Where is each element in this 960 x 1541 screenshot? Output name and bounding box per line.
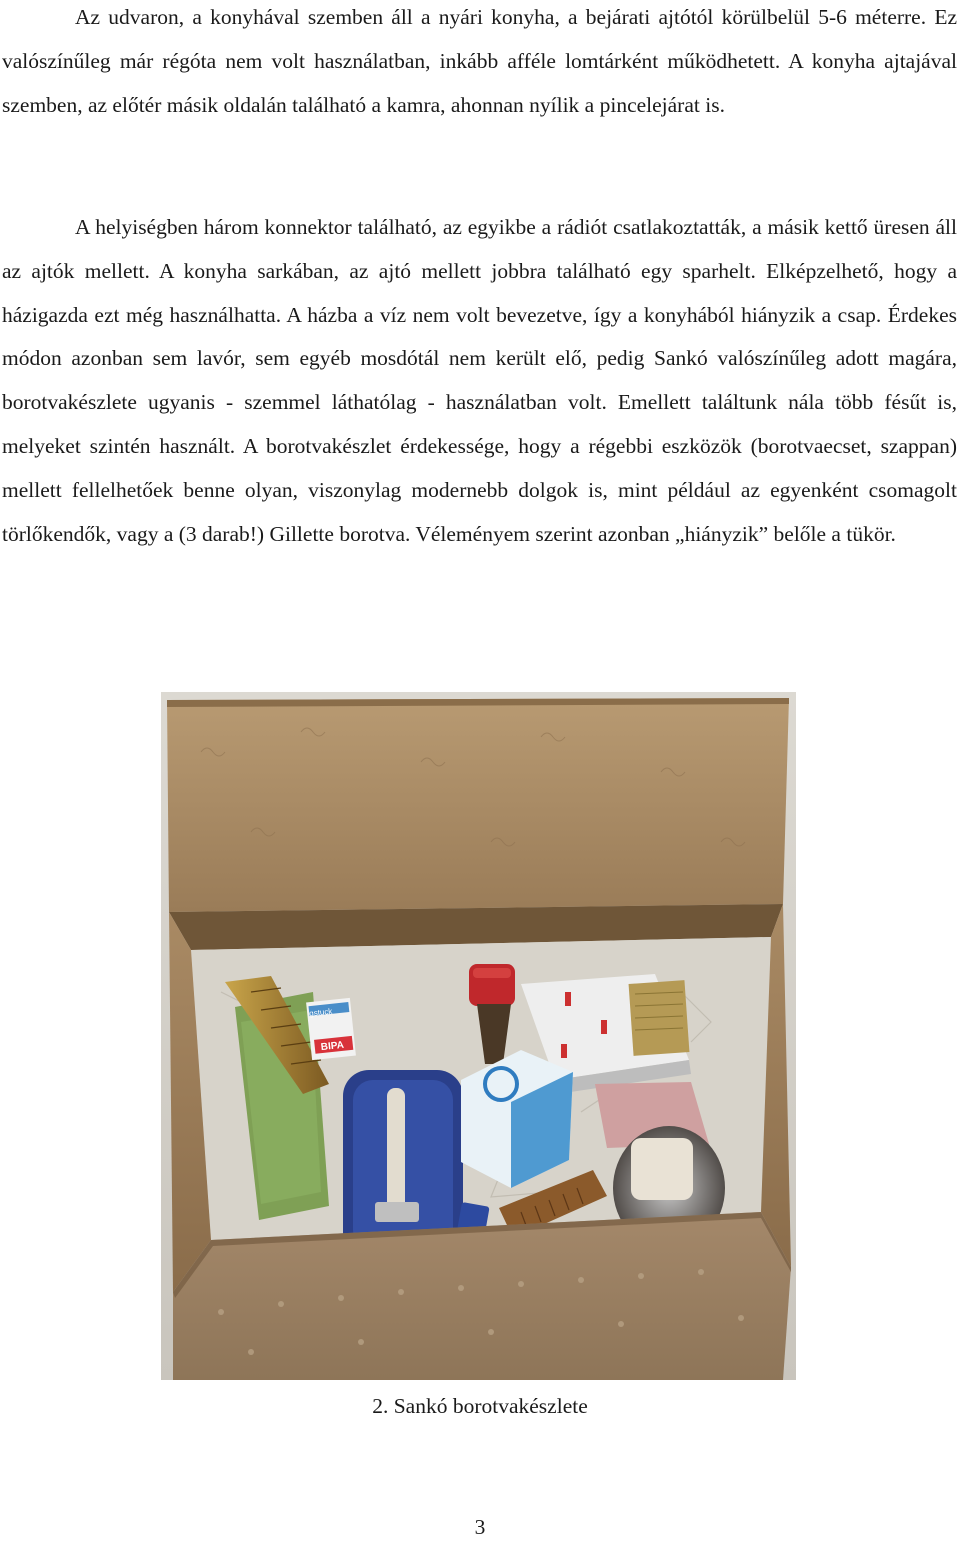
- wipes-label-text: gstuck: [308, 1006, 333, 1019]
- shaving-kit-photo: [161, 692, 796, 1380]
- paragraph-2: A helyiségben három konnektor található, az egyikbe a rádiót csatlakoztatták, a másik kettő üresen áll az ajtók mellett. A konyha sarkában, az ajtó mellett jobbra található egy sparhelt. Elképzelhető, hogy a házigazda ezt még használhatta. A házba a víz nem volt bevezetve, így a konyhából hiányzik a csap. Érdekes módon azonban sem lavór, sem egyéb mosdótál nem került elő, pedig Sankó valószínűleg adott magára, borotvakészlete ugyanis - szemmel láthatólag - használatban volt. Emellett találtunk nála több fésűt is, melyeket szintén használt. A borotvakészlet érdekessége, hogy a régebbi eszközök (borotvaecset, szappan) mellett fellelhetőek benne olyan, viszonylag modernebb dolgok is, mint például az egyenként csomagolt törlőkendők, vagy a (3 darab!) Gillette borotva. Véleményem szerint azonban „hiányzik” belőle a tükör.: [2, 215, 957, 546]
- bipa-label-text: BIPA: [320, 1039, 345, 1054]
- figure-caption: 2. Sankó borotvakészlete: [372, 1394, 588, 1418]
- paragraph-1: Az udvaron, a konyhával szemben áll a nyári konyha, a bejárati ajtótól körülbelül 5-6 méterre. Ez valószínűleg már régóta nem volt használatban, inkább afféle lomtárként működhetett. A konyha ajtajával szemben, az előtér másik oldalán található a kamra, ahonnan nyílik a pincelejárat is.: [2, 5, 957, 117]
- page-number: 3: [474, 1515, 486, 1539]
